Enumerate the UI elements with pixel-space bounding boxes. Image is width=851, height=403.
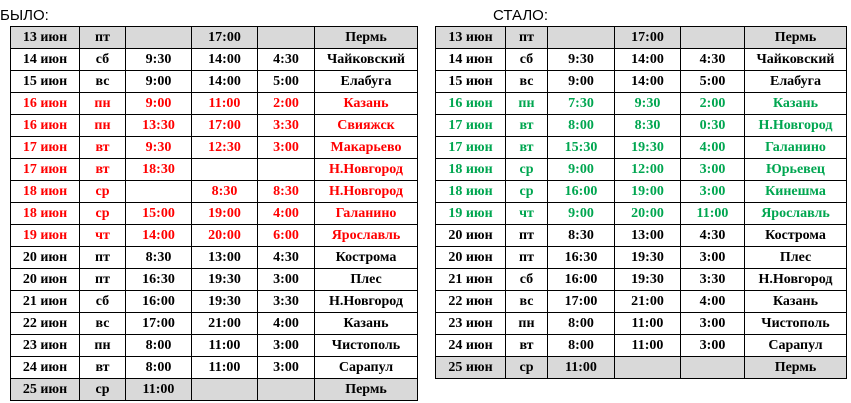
- table-row: [436, 115, 847, 137]
- departure-cell: 14:00: [615, 49, 681, 71]
- date-cell: 14 июн: [11, 49, 80, 71]
- arrival-cell: 17:00: [126, 313, 192, 335]
- date-cell: 18 июн: [11, 181, 80, 203]
- city-cell: Чистополь: [745, 313, 847, 335]
- after-schedule-table: [435, 26, 847, 379]
- departure-cell: 11:00: [615, 335, 681, 357]
- weekday-cell: вс: [506, 71, 548, 93]
- city-cell: Плес: [745, 247, 847, 269]
- weekday-cell: вс: [506, 291, 548, 313]
- weekday-cell: вс: [80, 313, 126, 335]
- arrival-cell: 8:30: [126, 247, 192, 269]
- city-cell: Галанино: [745, 137, 847, 159]
- stay-duration-cell: 5:00: [258, 71, 315, 93]
- date-cell: 18 июн: [436, 159, 506, 181]
- weekday-cell: ср: [506, 357, 548, 379]
- arrival-cell: 8:00: [548, 335, 615, 357]
- departure-cell: 11:00: [192, 335, 258, 357]
- table-row: [436, 225, 847, 247]
- stay-duration-cell: 3:00: [681, 335, 745, 357]
- table-row: [11, 27, 418, 49]
- city-cell: Чайковский: [745, 49, 847, 71]
- stay-duration-cell: 3:30: [681, 269, 745, 291]
- weekday-cell: чт: [80, 225, 126, 247]
- departure-cell: 17:00: [192, 27, 258, 49]
- date-cell: 20 июн: [11, 269, 80, 291]
- stay-duration-cell: [681, 27, 745, 49]
- date-cell: 13 июн: [11, 27, 80, 49]
- departure-cell: 12:00: [615, 159, 681, 181]
- after-label: СТАЛО:: [493, 7, 549, 24]
- date-cell: 22 июн: [436, 291, 506, 313]
- date-cell: 15 июн: [11, 71, 80, 93]
- stay-duration-cell: 3:00: [681, 313, 745, 335]
- table-row: [436, 291, 847, 313]
- table-row: [436, 203, 847, 225]
- departure-cell: 13:00: [192, 247, 258, 269]
- stay-duration-cell: 4:00: [258, 203, 315, 225]
- weekday-cell: вт: [506, 115, 548, 137]
- stay-duration-cell: [258, 379, 315, 401]
- weekday-cell: пт: [506, 247, 548, 269]
- before-schedule-body: [11, 27, 418, 401]
- arrival-cell: 9:30: [548, 49, 615, 71]
- weekday-cell: пн: [80, 335, 126, 357]
- departure-cell: 12:30: [192, 137, 258, 159]
- table-row: [436, 269, 847, 291]
- table-row: [11, 203, 418, 225]
- departure-cell: 20:00: [615, 203, 681, 225]
- city-cell: Ярославль: [315, 225, 418, 247]
- before-schedule-table: [10, 26, 418, 401]
- weekday-cell: пт: [80, 27, 126, 49]
- table-row: [436, 181, 847, 203]
- stay-duration-cell: [258, 159, 315, 181]
- city-cell: Казань: [745, 291, 847, 313]
- weekday-cell: вт: [506, 137, 548, 159]
- arrival-cell: [548, 27, 615, 49]
- city-cell: Казань: [315, 93, 418, 115]
- city-cell: Пермь: [315, 379, 418, 401]
- date-cell: 25 июн: [11, 379, 80, 401]
- date-cell: 15 июн: [436, 71, 506, 93]
- table-row: [11, 71, 418, 93]
- city-cell: Ярославль: [745, 203, 847, 225]
- weekday-cell: чт: [506, 203, 548, 225]
- arrival-cell: 8:00: [548, 313, 615, 335]
- stay-duration-cell: 5:00: [681, 71, 745, 93]
- date-cell: 23 июн: [436, 313, 506, 335]
- stay-duration-cell: [258, 27, 315, 49]
- departure-cell: 19:00: [615, 181, 681, 203]
- weekday-cell: ср: [506, 181, 548, 203]
- date-cell: 23 июн: [11, 335, 80, 357]
- departure-cell: 11:00: [192, 93, 258, 115]
- table-row: [436, 313, 847, 335]
- weekday-cell: сб: [506, 269, 548, 291]
- stay-duration-cell: 2:00: [258, 93, 315, 115]
- stay-duration-cell: 4:30: [258, 247, 315, 269]
- table-row: [11, 357, 418, 379]
- weekday-cell: пн: [506, 313, 548, 335]
- city-cell: Чайковский: [315, 49, 418, 71]
- departure-cell: 11:00: [192, 357, 258, 379]
- stay-duration-cell: 3:00: [681, 181, 745, 203]
- weekday-cell: пт: [506, 225, 548, 247]
- departure-cell: 20:00: [192, 225, 258, 247]
- departure-cell: 21:00: [192, 313, 258, 335]
- table-row: [11, 49, 418, 71]
- date-cell: 22 июн: [11, 313, 80, 335]
- stay-duration-cell: 3:30: [258, 115, 315, 137]
- stay-duration-cell: 4:30: [681, 225, 745, 247]
- arrival-cell: 16:00: [548, 181, 615, 203]
- departure-cell: 17:00: [192, 115, 258, 137]
- weekday-cell: пт: [80, 269, 126, 291]
- arrival-cell: 16:00: [126, 291, 192, 313]
- date-cell: 19 июн: [11, 225, 80, 247]
- arrival-cell: 9:30: [126, 137, 192, 159]
- arrival-cell: 9:00: [548, 71, 615, 93]
- city-cell: Елабуга: [315, 71, 418, 93]
- departure-cell: 21:00: [615, 291, 681, 313]
- table-row: [436, 247, 847, 269]
- stay-duration-cell: 3:00: [681, 159, 745, 181]
- city-cell: Елабуга: [745, 71, 847, 93]
- date-cell: 20 июн: [11, 247, 80, 269]
- city-cell: Плес: [315, 269, 418, 291]
- city-cell: Н.Новгород: [745, 269, 847, 291]
- city-cell: Н.Новгород: [315, 291, 418, 313]
- arrival-cell: 9:00: [126, 93, 192, 115]
- date-cell: 17 июн: [436, 115, 506, 137]
- table-row: [11, 335, 418, 357]
- arrival-cell: 11:00: [126, 379, 192, 401]
- date-cell: 17 июн: [11, 159, 80, 181]
- city-cell: Пермь: [745, 27, 847, 49]
- table-row: [11, 159, 418, 181]
- arrival-cell: 13:30: [126, 115, 192, 137]
- arrival-cell: 16:30: [126, 269, 192, 291]
- city-cell: Пермь: [745, 357, 847, 379]
- city-cell: Н.Новгород: [315, 159, 418, 181]
- arrival-cell: [126, 27, 192, 49]
- city-cell: Свияжск: [315, 115, 418, 137]
- weekday-cell: пт: [80, 247, 126, 269]
- weekday-cell: ср: [80, 181, 126, 203]
- arrival-cell: 9:00: [548, 203, 615, 225]
- date-cell: 20 июн: [436, 225, 506, 247]
- date-cell: 16 июн: [11, 115, 80, 137]
- arrival-cell: 11:00: [548, 357, 615, 379]
- stay-duration-cell: 4:30: [681, 49, 745, 71]
- table-row: [11, 181, 418, 203]
- arrival-cell: 14:00: [126, 225, 192, 247]
- departure-cell: [615, 357, 681, 379]
- date-cell: 25 июн: [436, 357, 506, 379]
- departure-cell: 8:30: [615, 115, 681, 137]
- departure-cell: 14:00: [615, 71, 681, 93]
- table-row: [436, 335, 847, 357]
- city-cell: Галанино: [315, 203, 418, 225]
- date-cell: 18 июн: [436, 181, 506, 203]
- departure-cell: 19:00: [192, 203, 258, 225]
- stay-duration-cell: 4:00: [258, 313, 315, 335]
- stay-duration-cell: 4:00: [681, 291, 745, 313]
- departure-cell: 14:00: [192, 71, 258, 93]
- stay-duration-cell: 4:30: [258, 49, 315, 71]
- arrival-cell: 9:00: [126, 71, 192, 93]
- city-cell: Казань: [315, 313, 418, 335]
- departure-cell: 17:00: [615, 27, 681, 49]
- city-cell: Кинешма: [745, 181, 847, 203]
- city-cell: Юрьевец: [745, 159, 847, 181]
- date-cell: 18 июн: [11, 203, 80, 225]
- departure-cell: 19:30: [192, 269, 258, 291]
- table-row: [11, 313, 418, 335]
- date-cell: 16 июн: [436, 93, 506, 115]
- stay-duration-cell: 6:00: [258, 225, 315, 247]
- stay-duration-cell: 3:30: [258, 291, 315, 313]
- weekday-cell: сб: [506, 49, 548, 71]
- departure-cell: 8:30: [192, 181, 258, 203]
- table-row: [11, 269, 418, 291]
- weekday-cell: вт: [80, 137, 126, 159]
- after-schedule-body: [436, 27, 847, 379]
- stay-duration-cell: 11:00: [681, 203, 745, 225]
- date-cell: 20 июн: [436, 247, 506, 269]
- date-cell: 21 июн: [436, 269, 506, 291]
- stay-duration-cell: 3:00: [258, 269, 315, 291]
- stay-duration-cell: 3:00: [258, 357, 315, 379]
- arrival-cell: 15:30: [548, 137, 615, 159]
- city-cell: Н.Новгород: [745, 115, 847, 137]
- weekday-cell: сб: [80, 291, 126, 313]
- table-row: [11, 93, 418, 115]
- stay-duration-cell: 2:00: [681, 93, 745, 115]
- table-row: [436, 27, 847, 49]
- departure-cell: 13:00: [615, 225, 681, 247]
- city-cell: Чистополь: [315, 335, 418, 357]
- table-row: [436, 137, 847, 159]
- arrival-cell: 15:00: [126, 203, 192, 225]
- before-label: БЫЛО:: [0, 7, 49, 24]
- stay-duration-cell: [681, 357, 745, 379]
- city-cell: Н.Новгород: [315, 181, 418, 203]
- city-cell: Макарьево: [315, 137, 418, 159]
- date-cell: 21 июн: [11, 291, 80, 313]
- city-cell: Сарапул: [315, 357, 418, 379]
- city-cell: Казань: [745, 93, 847, 115]
- stay-duration-cell: 4:00: [681, 137, 745, 159]
- arrival-cell: [126, 181, 192, 203]
- arrival-cell: 8:00: [126, 357, 192, 379]
- table-row: [436, 159, 847, 181]
- arrival-cell: 8:30: [548, 225, 615, 247]
- arrival-cell: 9:00: [548, 159, 615, 181]
- departure-cell: [192, 379, 258, 401]
- departure-cell: 19:30: [615, 137, 681, 159]
- departure-cell: 19:30: [192, 291, 258, 313]
- departure-cell: 14:00: [192, 49, 258, 71]
- date-cell: 19 июн: [436, 203, 506, 225]
- city-cell: Пермь: [315, 27, 418, 49]
- weekday-cell: сб: [80, 49, 126, 71]
- table-row: [436, 49, 847, 71]
- weekday-cell: ср: [506, 159, 548, 181]
- date-cell: 17 июн: [436, 137, 506, 159]
- stay-duration-cell: 8:30: [258, 181, 315, 203]
- arrival-cell: 8:00: [548, 115, 615, 137]
- weekday-cell: вт: [506, 335, 548, 357]
- departure-cell: 9:30: [615, 93, 681, 115]
- weekday-cell: ср: [80, 379, 126, 401]
- weekday-cell: пт: [506, 27, 548, 49]
- arrival-cell: 7:30: [548, 93, 615, 115]
- stay-duration-cell: 0:30: [681, 115, 745, 137]
- weekday-cell: пн: [80, 115, 126, 137]
- departure-cell: 19:30: [615, 269, 681, 291]
- table-row: [436, 357, 847, 379]
- date-cell: 16 июн: [11, 93, 80, 115]
- weekday-cell: вт: [80, 357, 126, 379]
- arrival-cell: 8:00: [126, 335, 192, 357]
- arrival-cell: 17:00: [548, 291, 615, 313]
- weekday-cell: вт: [80, 159, 126, 181]
- table-row: [11, 291, 418, 313]
- weekday-cell: вс: [80, 71, 126, 93]
- arrival-cell: 16:30: [548, 247, 615, 269]
- table-row: [11, 225, 418, 247]
- date-cell: 13 июн: [436, 27, 506, 49]
- date-cell: 24 июн: [436, 335, 506, 357]
- table-row: [11, 115, 418, 137]
- city-cell: Сарапул: [745, 335, 847, 357]
- city-cell: Кострома: [745, 225, 847, 247]
- table-row: [436, 71, 847, 93]
- arrival-cell: 16:00: [548, 269, 615, 291]
- city-cell: Кострома: [315, 247, 418, 269]
- arrival-cell: 9:30: [126, 49, 192, 71]
- departure-cell: [192, 159, 258, 181]
- stay-duration-cell: 3:00: [681, 247, 745, 269]
- date-cell: 17 июн: [11, 137, 80, 159]
- date-cell: 24 июн: [11, 357, 80, 379]
- weekday-cell: пн: [80, 93, 126, 115]
- weekday-cell: пн: [506, 93, 548, 115]
- table-row: [11, 137, 418, 159]
- date-cell: 14 июн: [436, 49, 506, 71]
- stay-duration-cell: 3:00: [258, 335, 315, 357]
- departure-cell: 11:00: [615, 313, 681, 335]
- weekday-cell: ср: [80, 203, 126, 225]
- arrival-cell: 18:30: [126, 159, 192, 181]
- table-row: [11, 247, 418, 269]
- stay-duration-cell: 3:00: [258, 137, 315, 159]
- departure-cell: 19:30: [615, 247, 681, 269]
- table-row: [11, 379, 418, 401]
- table-row: [436, 93, 847, 115]
